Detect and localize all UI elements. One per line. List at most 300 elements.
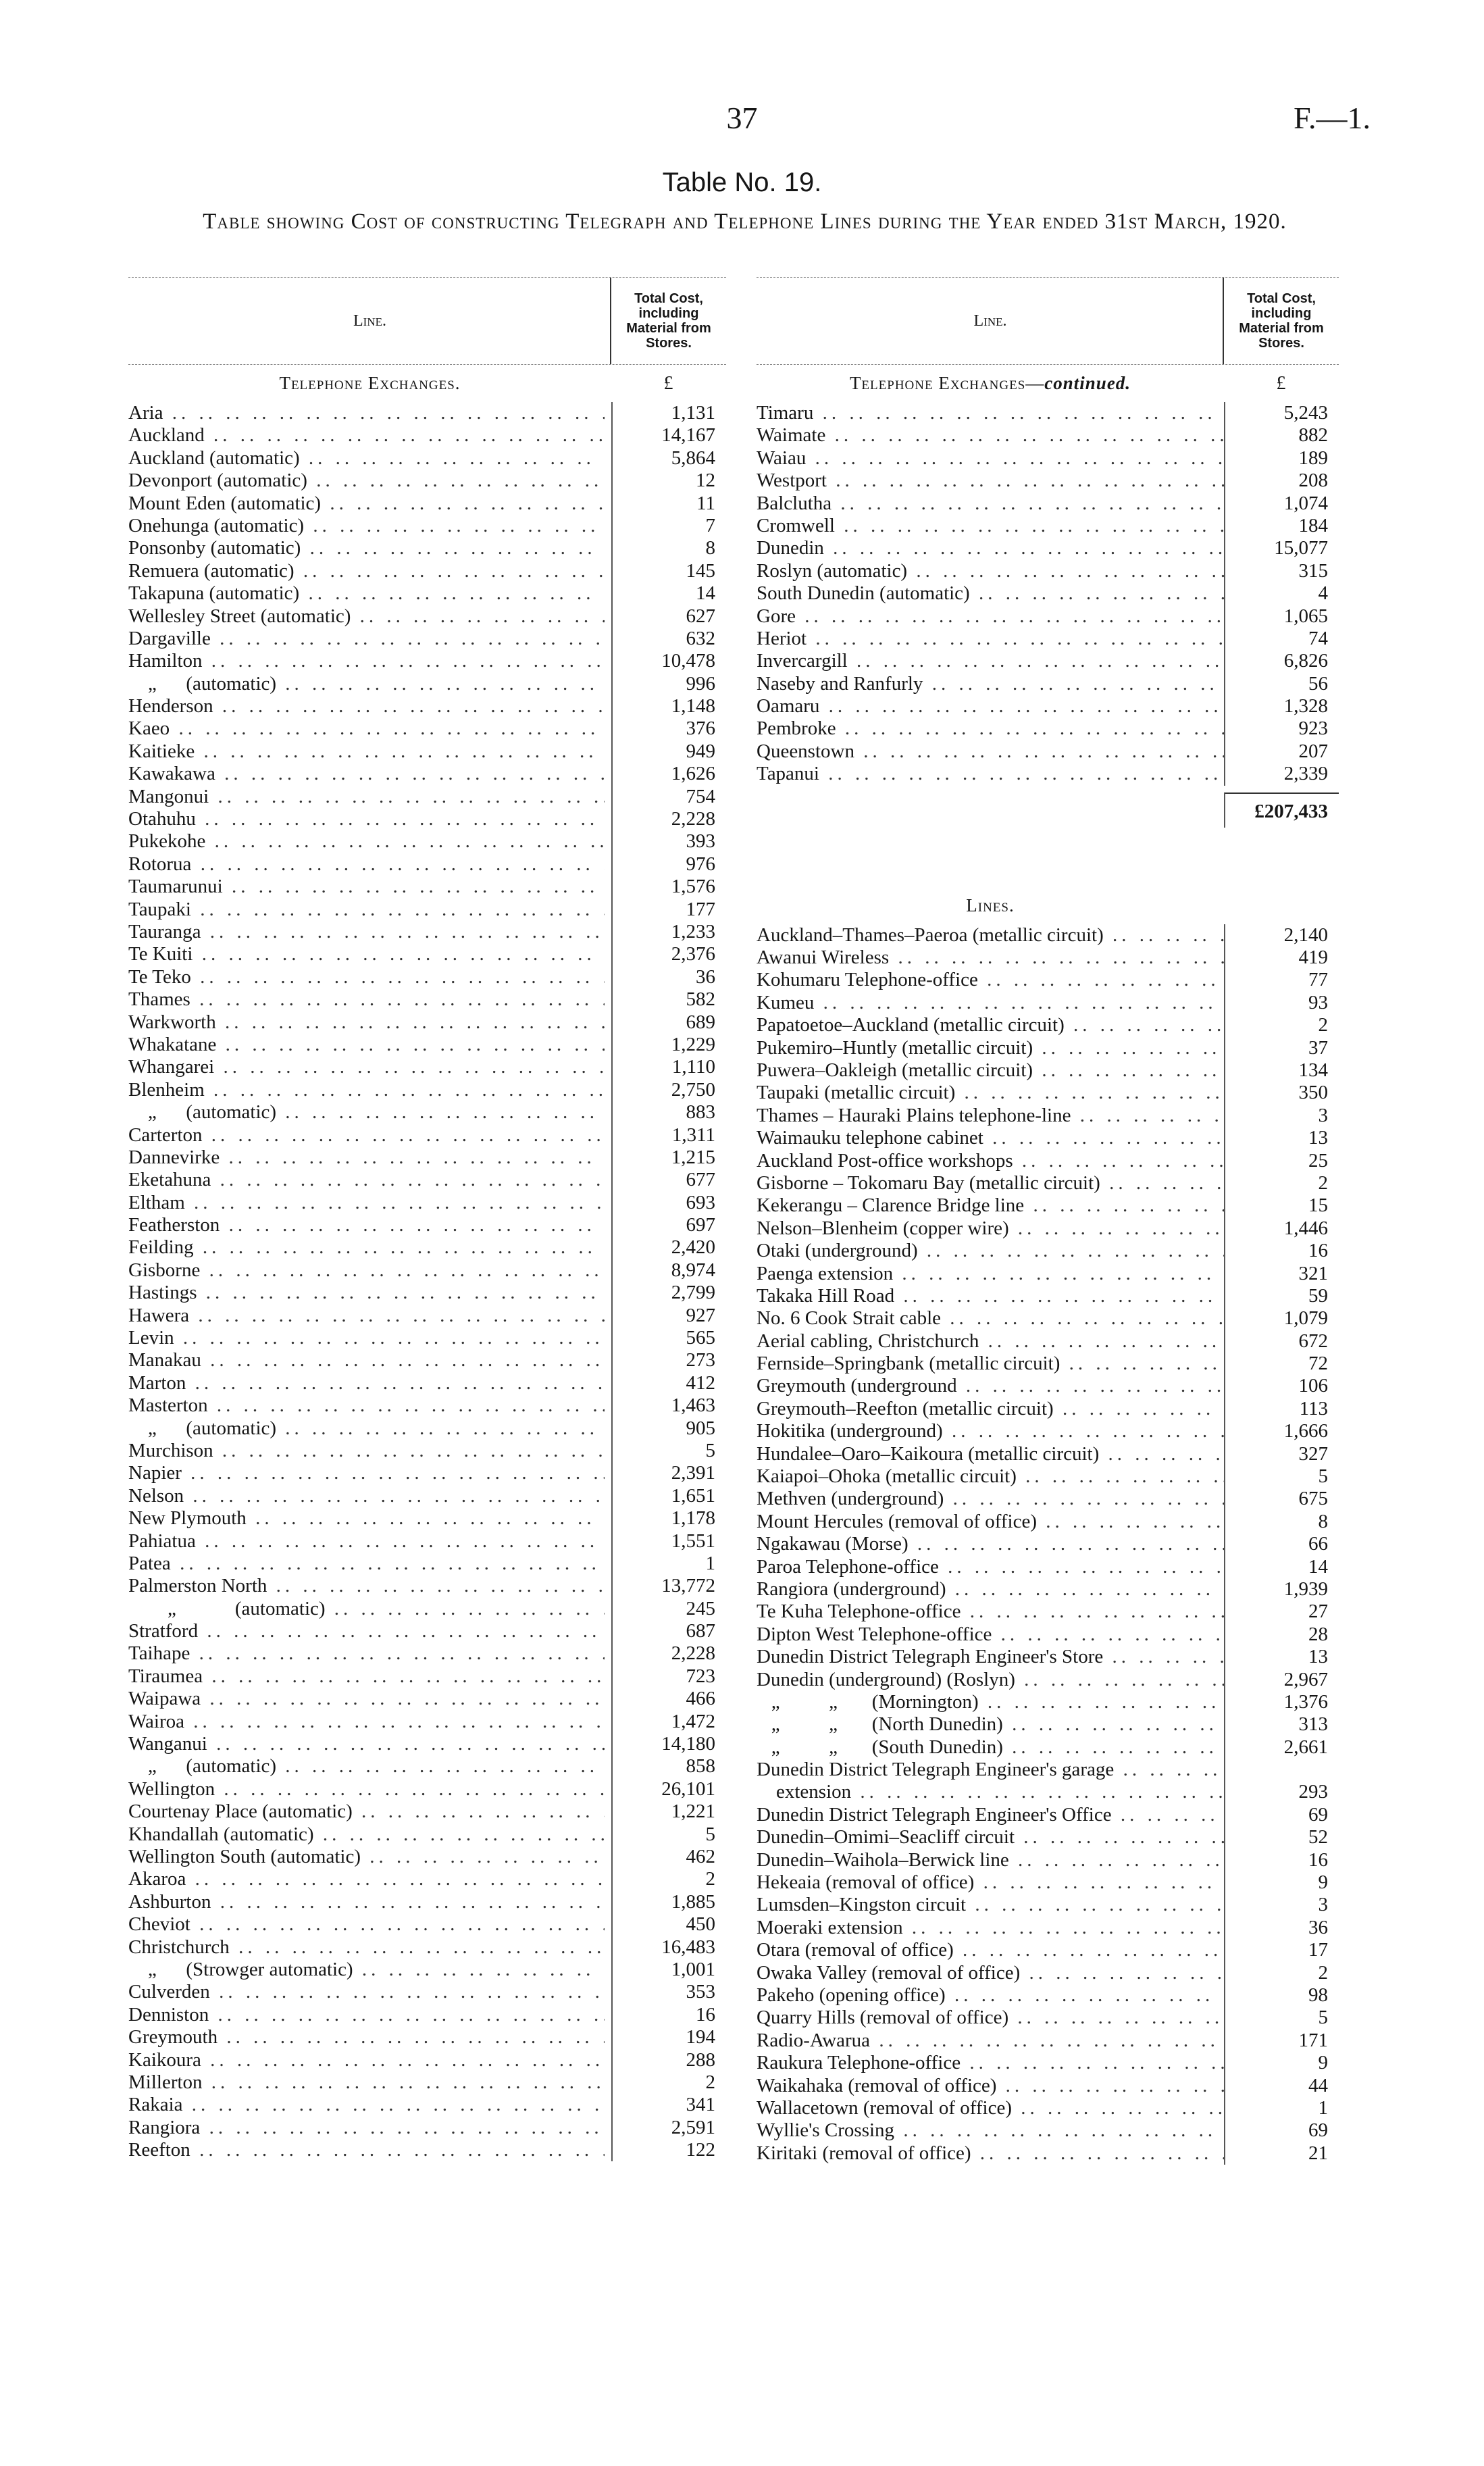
table-row <box>128 1868 726 1890</box>
line-name: Kaeo .. .. <box>128 718 605 740</box>
line-name: Takaka Hill Road .. .. <box>757 1285 1224 1307</box>
cost-amount: 1,472 <box>611 1711 726 1733</box>
table-row <box>128 1801 726 1823</box>
line-name: Dunedin–Omimi–Seacliff circuit .. .. <box>757 1826 1224 1848</box>
table-row <box>757 1781 1339 1803</box>
cost-amount: 93 <box>1224 992 1339 1014</box>
line-name: Whangarei .. .. <box>128 1056 605 1078</box>
cost-amount: 69 <box>1224 2119 1339 2142</box>
cost-amount: 689 <box>611 1011 726 1034</box>
cost-amount <box>1224 1759 1339 1781</box>
cost-amount: 4 <box>1224 582 1339 605</box>
line-name: Radio-Awarua .. .. <box>757 2030 1224 2052</box>
table-row <box>757 493 1339 515</box>
line-name: Paroa Telephone-office .. .. <box>757 1556 1224 1578</box>
line-name: Kiritaki (removal of office) .. .. <box>757 2142 1224 2165</box>
table-row <box>128 1642 726 1665</box>
line-name: Mangonui .. .. <box>128 786 605 808</box>
table-row <box>128 1124 726 1147</box>
line-name: Pukemiro–Huntly (metallic circuit) .. .. <box>757 1037 1224 1059</box>
table-row <box>757 1420 1339 1442</box>
line-name: Oamaru .. .. <box>757 695 1224 718</box>
table-row <box>128 582 726 605</box>
table-row <box>757 1037 1339 1059</box>
table-row <box>757 1511 1339 1533</box>
cost-amount: 37 <box>1224 1037 1339 1059</box>
line-name: Wellington .. .. <box>128 1778 605 1801</box>
table-row <box>128 2004 726 2026</box>
table-row <box>128 1755 726 1778</box>
table-row <box>128 605 726 628</box>
cost-amount: 56 <box>1224 673 1339 695</box>
cost-amount: 1,001 <box>611 1959 726 1981</box>
table-row <box>128 899 726 921</box>
cost-amount: 2 <box>1224 1014 1339 1036</box>
table-caption: Table showing Cost of constructing Telegraph and Telephone Lines during the Year ended 31st March, 1920. <box>203 209 1287 234</box>
cost-amount: 976 <box>611 853 726 876</box>
table-row <box>757 1465 1339 1488</box>
line-name: Rangiora (underground) .. .. <box>757 1578 1224 1601</box>
document-reference: F.—1. <box>1294 101 1371 135</box>
cost-amount: 687 <box>611 1620 726 1642</box>
table-row <box>757 1917 1339 1939</box>
cost-amount: 66 <box>1224 1533 1339 1555</box>
line-name: Hokitika (underground) .. .. <box>757 1420 1224 1442</box>
cost-amount: 5 <box>1224 1465 1339 1488</box>
line-name: Rakaia .. .. <box>128 2094 605 2116</box>
table-row <box>128 1372 726 1394</box>
table-title: Table No. 19. <box>662 168 822 197</box>
cost-amount: 8,974 <box>611 1259 726 1282</box>
line-name: Palmerston North .. .. <box>128 1575 605 1597</box>
cost-amount: 627 <box>611 605 726 628</box>
section-heading <box>757 365 1339 402</box>
line-name: Otaki (underground) .. .. <box>757 1240 1224 1262</box>
table-row <box>128 1259 726 1282</box>
cost-amount: 5 <box>611 1440 726 1462</box>
table-row <box>128 1394 726 1417</box>
cost-amount: 675 <box>1224 1488 1339 1510</box>
table-row <box>757 1736 1339 1759</box>
page-number: 37 <box>726 101 758 135</box>
cost-amount: 9 <box>1224 1871 1339 1894</box>
line-name: Auckland Post-office workshops .. .. <box>757 1150 1224 1172</box>
cost-amount: 3 <box>1224 1894 1339 1916</box>
table-row <box>128 1147 726 1169</box>
cost-amount: 996 <box>611 673 726 695</box>
table-row <box>757 924 1339 947</box>
table-row <box>757 1533 1339 1555</box>
table-row <box>128 1778 726 1801</box>
table-row <box>128 1327 726 1349</box>
line-name: Millerton .. .. <box>128 2071 605 2094</box>
table-row <box>128 1846 726 1868</box>
cost-amount: 1,131 <box>611 402 726 424</box>
cost-amount: 1,311 <box>611 1124 726 1147</box>
table-row <box>128 740 726 763</box>
cost-amount: 15,077 <box>1224 537 1339 559</box>
cost-amount: 1,328 <box>1224 695 1339 718</box>
cost-amount: 69 <box>1224 1804 1339 1826</box>
line-name: Gore .. .. <box>757 605 1224 628</box>
line-name: Auckland (automatic) .. .. <box>128 447 605 470</box>
table-row <box>757 992 1339 1014</box>
line-name: Dipton West Telephone-office .. .. <box>757 1624 1224 1646</box>
line-name: „ „ (North Dunedin) .. .. <box>757 1713 1224 1736</box>
line-name: Christchurch .. .. <box>128 1936 605 1959</box>
line-name: Pakeho (opening office) .. .. <box>757 1984 1224 2007</box>
line-name: Nelson–Blenheim (copper wire) .. .. <box>757 1217 1224 1240</box>
line-name: Raukura Telephone-office .. .. <box>757 2052 1224 2074</box>
total-amount: £207,433 <box>1224 792 1339 828</box>
line-name: Wellington South (automatic) .. .. <box>128 1846 605 1868</box>
table-row <box>128 1349 726 1372</box>
cost-amount: 341 <box>611 2094 726 2116</box>
line-name: Mount Eden (automatic) .. .. <box>128 493 605 515</box>
line-name: Greymouth (underground .. .. <box>757 1375 1224 1397</box>
table-row <box>128 2071 726 2094</box>
line-name: Kohumaru Telephone-office .. .. <box>757 969 1224 991</box>
cost-amount: 77 <box>1224 969 1339 991</box>
cost-amount: 1 <box>611 1553 726 1575</box>
line-name: Tiraumea .. .. <box>128 1665 605 1688</box>
cost-amount: 113 <box>1224 1398 1339 1420</box>
line-name: „ „ (Mornington) .. .. <box>757 1691 1224 1713</box>
cost-amount: 905 <box>611 1417 726 1440</box>
line-name: Otahuhu .. .. <box>128 808 605 830</box>
table-row <box>757 740 1339 763</box>
table-row <box>128 830 726 853</box>
cost-amount: 36 <box>1224 1917 1339 1939</box>
line-name: Stratford .. .. <box>128 1620 605 1642</box>
table-row <box>757 763 1339 785</box>
line-name: Taumarunui .. .. <box>128 876 605 898</box>
table-row <box>128 1711 726 1733</box>
line-name: Aria .. .. <box>128 402 605 424</box>
cost-amount: 315 <box>1224 560 1339 582</box>
line-name: Dunedin–Waihola–Berwick line .. .. <box>757 1849 1224 1871</box>
table-row <box>128 1192 726 1214</box>
cost-amount: 672 <box>1224 1330 1339 1353</box>
line-name: Balclutha .. .. <box>757 493 1224 515</box>
cost-amount: 1,215 <box>611 1147 726 1169</box>
line-name: Papatoetoe–Auckland (metallic circuit) .. .. <box>757 1014 1224 1036</box>
cost-amount: 1,376 <box>1224 1691 1339 1713</box>
cost-amount: 412 <box>611 1372 726 1394</box>
cost-amount: 134 <box>1224 1059 1339 1082</box>
line-name: Featherston .. .. <box>128 1214 605 1236</box>
table-row <box>757 1285 1339 1307</box>
line-name: Te Kuiti .. .. <box>128 943 605 965</box>
cost-amount: 5,864 <box>611 447 726 470</box>
cost-amount: 949 <box>611 740 726 763</box>
cost-amount: 2,376 <box>611 943 726 965</box>
cost-amount: 2,750 <box>611 1079 726 1101</box>
table-row <box>128 1236 726 1259</box>
table-row <box>757 1804 1339 1826</box>
line-name: Timaru .. .. <box>757 402 1224 424</box>
section-title <box>757 365 1224 402</box>
table-row <box>128 2117 726 2139</box>
header-line: Line. <box>973 311 1007 330</box>
line-name: Akaroa .. .. <box>128 1868 605 1890</box>
cost-amount: 1,221 <box>611 1801 726 1823</box>
table-row <box>128 1011 726 1034</box>
currency-unit: £ <box>1276 373 1287 394</box>
cost-amount: 26,101 <box>611 1778 726 1801</box>
cost-amount: 565 <box>611 1327 726 1349</box>
left-column <box>128 277 726 2161</box>
table-row <box>128 1553 726 1575</box>
cost-amount: 184 <box>1224 515 1339 537</box>
cost-amount: 177 <box>611 899 726 921</box>
cost-amount: 72 <box>1224 1353 1339 1375</box>
line-name: Te Teko .. .. <box>128 966 605 988</box>
cost-amount: 2 <box>1224 1962 1339 1984</box>
table-row <box>128 1282 726 1304</box>
cost-amount: 754 <box>611 786 726 808</box>
cost-amount: 59 <box>1224 1285 1339 1307</box>
line-name: Levin .. .. <box>128 1327 605 1349</box>
table-row <box>128 424 726 447</box>
cost-amount: 2 <box>611 1868 726 1890</box>
line-name: Kaikoura .. .. <box>128 2049 605 2071</box>
table-row <box>757 1194 1339 1217</box>
line-name: Patea .. .. <box>128 1553 605 1575</box>
table-row <box>128 763 726 785</box>
line-name: Warkworth .. .. <box>128 1011 605 1034</box>
cost-amount: 2,420 <box>611 1236 726 1259</box>
line-name: Dunedin District Telegraph Engineer's Office .. .. <box>757 1804 1224 1826</box>
table-row <box>757 1601 1339 1623</box>
table-row <box>757 1759 1339 1781</box>
cost-amount: 16 <box>1224 1240 1339 1262</box>
cost-amount: 36 <box>611 966 726 988</box>
cost-amount: 1,666 <box>1224 1420 1339 1442</box>
table-row <box>757 1624 1339 1646</box>
table-row <box>757 1398 1339 1420</box>
line-name: Pembroke .. .. <box>757 718 1224 740</box>
line-name: Whakatane .. .. <box>128 1034 605 1056</box>
table-row <box>128 1823 726 1846</box>
table-row <box>128 2049 726 2071</box>
table-row <box>128 1733 726 1755</box>
cost-amount: 5,243 <box>1224 402 1339 424</box>
line-name: Eltham .. .. <box>128 1192 605 1214</box>
cost-amount: 321 <box>1224 1263 1339 1285</box>
cost-amount: 353 <box>611 1981 726 2003</box>
header-line: Line. <box>353 311 386 330</box>
section-continued: continued. <box>1044 373 1131 393</box>
line-name: Kawakawa .. .. <box>128 763 605 785</box>
cost-amount: 98 <box>1224 1984 1339 2007</box>
cost-amount: 11 <box>611 493 726 515</box>
cost-amount: 1,446 <box>1224 1217 1339 1240</box>
table-row <box>757 2119 1339 2142</box>
line-name: Carterton .. .. <box>128 1124 605 1147</box>
table-row <box>128 786 726 808</box>
line-name: Murchison .. .. <box>128 1440 605 1462</box>
table-row <box>128 402 726 424</box>
cost-amount: 1,576 <box>611 876 726 898</box>
line-name: South Dunedin (automatic) .. .. <box>757 582 1224 605</box>
line-name: Dunedin (underground) (Roslyn) .. .. <box>757 1669 1224 1691</box>
line-name: Awanui Wireless .. .. <box>757 947 1224 969</box>
exchange-list <box>128 402 726 2161</box>
line-name: Courtenay Place (automatic) .. .. <box>128 1801 605 1823</box>
line-name: „ „ (South Dunedin) .. .. <box>757 1736 1224 1759</box>
table-row <box>757 1939 1339 1961</box>
line-name: Thames .. .. <box>128 988 605 1011</box>
cost-amount: 2 <box>611 2071 726 2094</box>
line-name: Pukekohe .. .. <box>128 830 605 853</box>
line-name: extension .. .. <box>757 1781 1224 1803</box>
table-row <box>128 493 726 515</box>
cost-amount: 27 <box>1224 1601 1339 1623</box>
table-row <box>128 2094 726 2116</box>
table-row <box>757 1105 1339 1127</box>
table-row <box>128 988 726 1011</box>
line-name: Hundalee–Oaro–Kaikoura (metallic circuit) .. .. <box>757 1443 1224 1465</box>
cost-amount: 13 <box>1224 1646 1339 1668</box>
cost-amount: 697 <box>611 1214 726 1236</box>
table-row <box>128 966 726 988</box>
line-name: Hekeaia (removal of office) .. .. <box>757 1871 1224 1894</box>
table-row <box>757 1443 1339 1465</box>
total-row <box>757 792 1339 828</box>
cost-amount: 376 <box>611 718 726 740</box>
cost-amount: 1,074 <box>1224 493 1339 515</box>
column-header <box>757 277 1339 365</box>
line-name: „ (automatic) .. .. <box>128 1598 605 1620</box>
line-name: Blenheim .. .. <box>128 1079 605 1101</box>
table-row <box>128 1598 726 1620</box>
table-row <box>128 718 726 740</box>
table-row <box>757 537 1339 559</box>
line-name: Culverden .. .. <box>128 1981 605 2003</box>
line-name: New Plymouth .. .. <box>128 1507 605 1530</box>
table-row <box>757 2142 1339 2165</box>
cost-amount: 245 <box>611 1598 726 1620</box>
line-name: Wyllie's Crossing .. .. <box>757 2119 1224 2142</box>
table-row <box>757 515 1339 537</box>
table-row <box>128 560 726 582</box>
line-name: Taupaki (metallic circuit) .. .. <box>757 1082 1224 1104</box>
table-row <box>128 808 726 830</box>
line-name: Ponsonby (automatic) .. .. <box>128 537 605 559</box>
cost-amount: 466 <box>611 1688 726 1710</box>
table-row <box>757 1014 1339 1036</box>
cost-amount: 2,339 <box>1224 763 1339 785</box>
table-row <box>757 1556 1339 1578</box>
line-name: Masterton .. .. <box>128 1394 605 1417</box>
line-name: Kaitieke .. .. <box>128 740 605 763</box>
cost-amount: 2,228 <box>611 808 726 830</box>
cost-amount: 1,551 <box>611 1530 726 1553</box>
table-row <box>128 673 726 695</box>
cost-amount: 9 <box>1224 2052 1339 2074</box>
cost-amount: 1,939 <box>1224 1578 1339 1601</box>
table-row <box>757 1082 1339 1104</box>
table-row <box>128 1913 726 1936</box>
table-row <box>757 560 1339 582</box>
cost-amount: 17 <box>1224 1939 1339 1961</box>
line-name: Cromwell .. .. <box>757 515 1224 537</box>
table-row <box>757 2052 1339 2074</box>
cost-amount: 2,661 <box>1224 1736 1339 1759</box>
line-name: Remuera (automatic) .. .. <box>128 560 605 582</box>
line-name: Dunedin .. .. <box>757 537 1224 559</box>
cost-amount: 207 <box>1224 740 1339 763</box>
table-row <box>757 1353 1339 1375</box>
table-row <box>757 673 1339 695</box>
table-row <box>757 2007 1339 2029</box>
line-name: Ashburton .. .. <box>128 1891 605 1913</box>
table-row <box>757 1488 1339 1510</box>
table-row <box>757 1962 1339 1984</box>
line-name: Kumeu .. .. <box>757 992 1224 1014</box>
section-heading <box>757 887 1339 924</box>
cost-amount: 632 <box>611 628 726 650</box>
cost-amount: 1 <box>1224 2097 1339 2119</box>
line-name: Paenga extension .. .. <box>757 1263 1224 1285</box>
table-row <box>128 1981 726 2003</box>
cost-amount: 883 <box>611 1101 726 1124</box>
cost-amount: 1,651 <box>611 1485 726 1507</box>
cost-amount: 15 <box>1224 1194 1339 1217</box>
table-row <box>128 1056 726 1078</box>
cost-amount: 882 <box>1224 424 1339 447</box>
cost-amount: 313 <box>1224 1713 1339 1736</box>
cost-amount: 13 <box>1224 1127 1339 1149</box>
line-name: Eketahuna .. .. <box>128 1169 605 1191</box>
cost-amount: 122 <box>611 2139 726 2161</box>
cost-amount: 393 <box>611 830 726 853</box>
line-name: Fernside–Springbank (metallic circuit) .. .. <box>757 1353 1224 1375</box>
line-name: Owaka Valley (removal of office) .. .. <box>757 1962 1224 1984</box>
section-title: Telephone Exchanges. <box>279 373 461 393</box>
line-name: Cheviot .. .. <box>128 1913 605 1936</box>
cost-amount: 8 <box>1224 1511 1339 1533</box>
cost-amount: 723 <box>611 1665 726 1688</box>
cost-amount: 21 <box>1224 2142 1339 2165</box>
line-name: Invercargill .. .. <box>757 650 1224 672</box>
table-row <box>757 1984 1339 2007</box>
header-total-cost: Total Cost, including Material from Stores. <box>1223 278 1339 364</box>
cost-amount: 450 <box>611 1913 726 1936</box>
cost-amount: 16 <box>1224 1849 1339 1871</box>
line-name: Waikahaka (removal of office) .. .. <box>757 2075 1224 2097</box>
line-name: Devonport (automatic) .. .. <box>128 470 605 492</box>
line-name: Mount Hercules (removal of office) .. .. <box>757 1511 1224 1533</box>
line-name: Nelson .. .. <box>128 1485 605 1507</box>
cost-amount: 7 <box>611 515 726 537</box>
table-row <box>757 1307 1339 1330</box>
table-row <box>128 1079 726 1101</box>
line-name: Rotorua .. .. <box>128 853 605 876</box>
cost-amount: 8 <box>611 537 726 559</box>
column-header <box>128 277 726 365</box>
line-name: Dunedin District Telegraph Engineer's Store .. .. <box>757 1646 1224 1668</box>
line-name: Methven (underground) .. .. <box>757 1488 1224 1510</box>
table-row <box>128 515 726 537</box>
cost-amount: 12 <box>611 470 726 492</box>
line-name: Waipawa .. .. <box>128 1688 605 1710</box>
table-row <box>757 1578 1339 1601</box>
table-row <box>757 947 1339 969</box>
line-name: Waimauku telephone cabinet .. .. <box>757 1127 1224 1149</box>
line-name: Heriot .. .. <box>757 628 1224 650</box>
